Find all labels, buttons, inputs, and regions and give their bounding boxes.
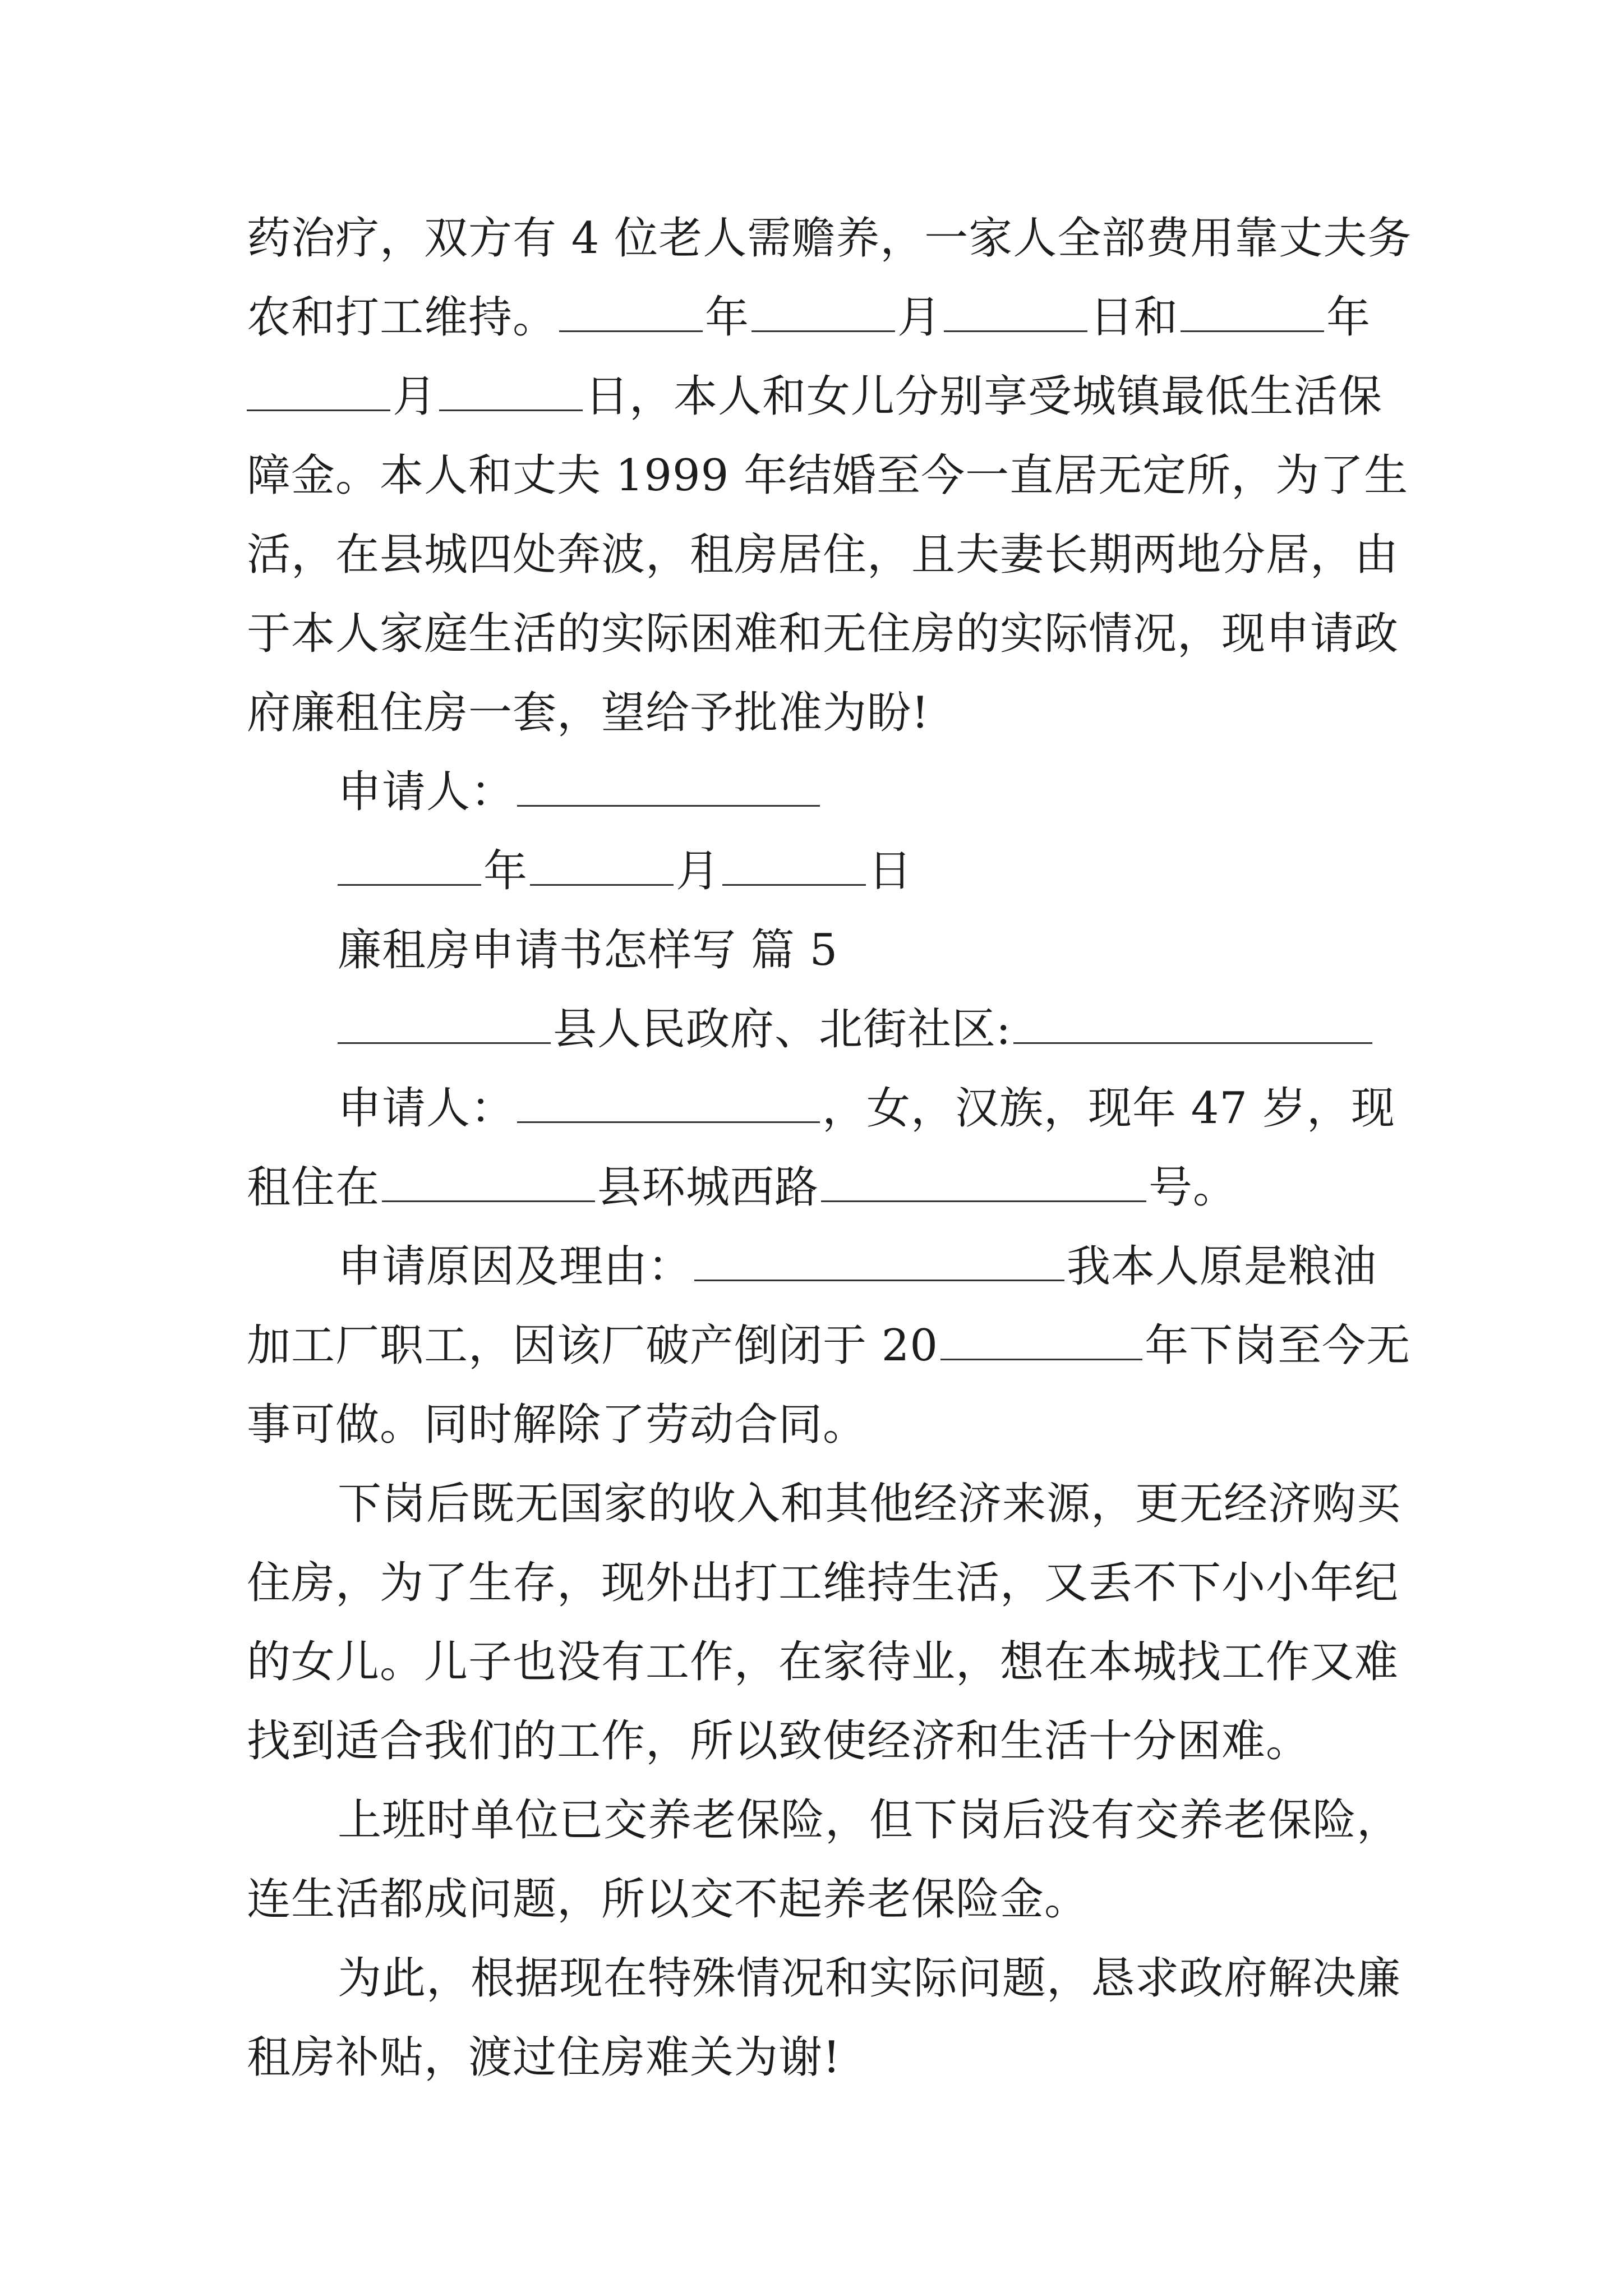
month-field[interactable] [530,847,674,886]
text-fragment: 年 [483,846,528,896]
house-number-field[interactable] [821,1163,1146,1202]
text-fragment: 月 [897,292,942,343]
section-title: 廉租房申请书怎样写 篇 5 [338,925,838,976]
text-fragment: 县环城西路 [597,1162,819,1213]
document-body [247,199,1412,2097]
blank-field[interactable] [559,293,703,332]
text-fragment: 申请人： [338,1083,515,1134]
text-fragment: 号。 [1149,1162,1238,1213]
text-line: 药治疗，双方有 4 位老人需赡养，一家人全部费用靠丈夫务 [247,213,1412,264]
text-fragment: 日和 [1090,292,1179,343]
text-fragment: ，女，汉族，现年 47 岁，现 [822,1083,1395,1134]
text-fragment: 月 [676,846,721,896]
text-line [247,278,1391,357]
blank-field[interactable] [439,372,583,411]
addressee-blank-field[interactable] [1013,1005,1372,1044]
text-fragment: 年 [705,292,750,343]
text-fragment: 年 [1326,292,1371,343]
text-line: 下岗后既无国家的收入和其他经济来源，更无经济购买 [338,1479,1401,1529]
text-line: 连生活都成问题，所以交不起养老保险金。 [247,1874,1089,1925]
text-line: 租房补贴，渡过住房难关为谢! [247,2032,841,2083]
applicant-name-field[interactable] [517,1084,820,1123]
year-field[interactable] [940,1322,1142,1360]
signature-line [247,753,1391,832]
text-line [247,357,1391,436]
year-field[interactable] [338,847,481,886]
text-fragment: 我本人原是粮油 [1067,1241,1377,1292]
text-line: 事可做。同时解除了劳动合同。 [247,1400,868,1450]
text-line: 上班时单位已交养老保险，但下岗后没有交养老保险， [338,1795,1401,1846]
reason-field[interactable] [694,1243,1064,1281]
county-field[interactable] [338,1005,551,1044]
date-line [247,832,1391,911]
text-fragment: 日，本人和女儿分别享受城镇最低生活保 [585,371,1383,422]
blank-field[interactable] [751,293,895,332]
text-fragment: 日 [868,846,913,896]
blank-field[interactable] [1181,293,1324,332]
text-line: 府廉租住房一套，望给予批准为盼! [247,688,930,738]
text-fragment: 县人民政府、北街社区: [553,1004,1012,1055]
text-line [247,1306,1411,1386]
text-line: 活，在县城四处奔波，租房居住，且夫妻长期两地分居，由 [247,530,1399,580]
addressee-line [247,990,1391,1069]
text-fragment: 月 [393,371,437,422]
text-fragment: 租住在 [247,1162,380,1213]
text-line [247,1148,1391,1227]
applicant-name-field[interactable] [517,768,820,807]
text-fragment: 农和打工维持。 [247,292,557,343]
text-fragment: 申请原因及理由： [338,1241,693,1292]
blank-field[interactable] [944,293,1087,332]
text-line [247,1227,1391,1306]
applicant-label: 申请人： [338,767,515,817]
county-field[interactable] [382,1163,595,1202]
text-line: 找到适合我们的工作，所以致使经济和生活十分困难。 [247,1716,1311,1766]
text-fragment: 年下岗至今无 [1145,1320,1411,1371]
text-line: 为此，根据现在特殊情况和实际问题，恳求政府解决廉 [338,1953,1401,2004]
text-line: 住房，为了生存，现外出打工维持生活，又丢不下小小年纪 [247,1558,1399,1608]
text-line: 于本人家庭生活的实际困难和无住房的实际情况，现申请政 [247,609,1399,659]
text-fragment: 加工厂职工，因该厂破产倒闭于 20 [247,1320,939,1371]
text-line: 的女儿。儿子也没有工作，在家待业，想在本城找工作又难 [247,1637,1399,1687]
text-line [247,1069,1395,1148]
text-line: 障金。本人和丈夫 1999 年结婚至今一直居无定所，为了生 [247,450,1409,501]
blank-field[interactable] [247,372,390,411]
day-field[interactable] [722,847,866,886]
